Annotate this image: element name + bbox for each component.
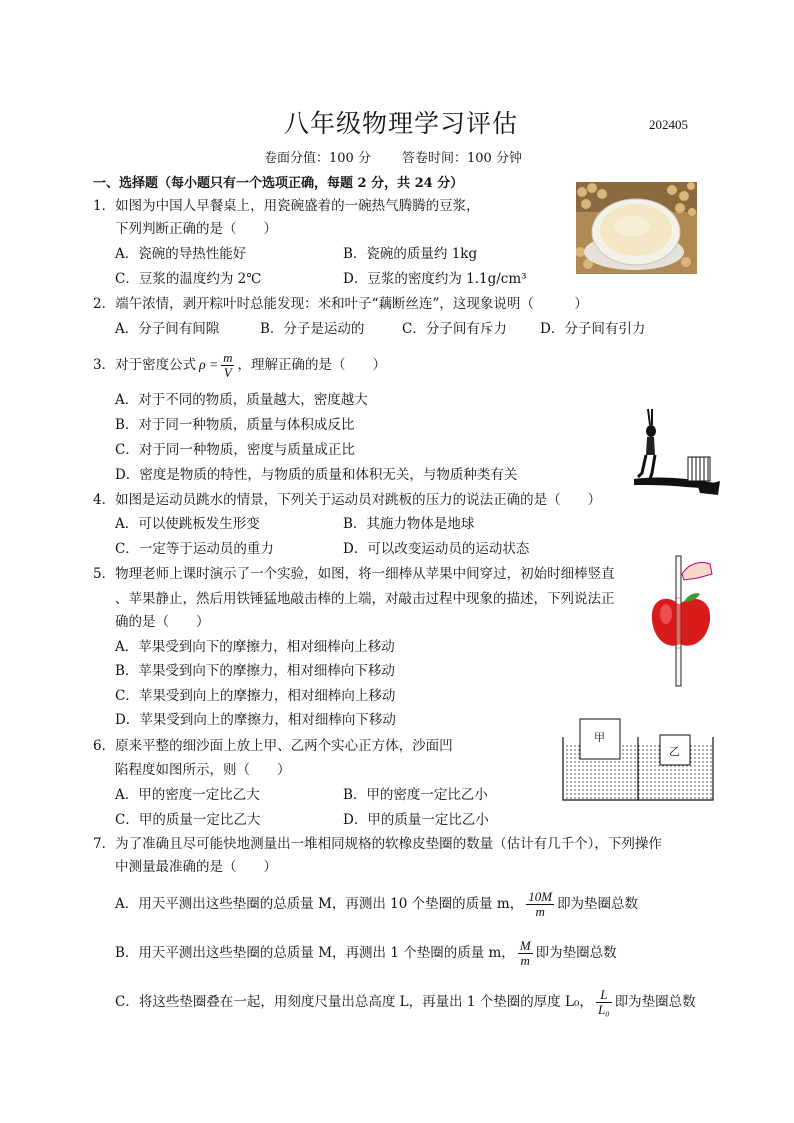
q7-b-fraction bbox=[518, 939, 533, 968]
q1-option-b: B．瓷碗的质量约 1kg bbox=[343, 246, 478, 262]
q6-stem-2: 陷程度如图所示，则（ ） bbox=[115, 762, 291, 778]
q7-b-text: B．用天平测出这些垫圈的总质量 M，再测出 1 个垫圈的质量 m， bbox=[115, 945, 515, 961]
q7-c-den: L₀ bbox=[597, 1001, 610, 1017]
soymilk-photo bbox=[576, 182, 697, 274]
section-heading: 一、选择题（每小题只有一个选项正确，每题 2 分，共 24 分） bbox=[93, 176, 464, 191]
q6-stem: 6．原来平整的细沙面上放上甲、乙两个实心正方体，沙面凹 bbox=[93, 738, 453, 754]
q3-formula-fraction bbox=[221, 351, 234, 380]
diver-figure bbox=[628, 407, 722, 497]
q1-option-a: A．瓷碗的导热性能好 bbox=[115, 246, 247, 262]
q5-option-c: C．苹果受到向上的摩擦力，相对细棒向上移动 bbox=[115, 688, 396, 704]
q7-c-num: L bbox=[596, 988, 612, 1003]
q7-b-tail: 即为垫圈总数 bbox=[535, 945, 617, 961]
q3-option-c: C．对于同一种物质，密度与质量成正比 bbox=[115, 442, 355, 458]
q1-option-d: D．豆浆的密度约为 1.1g/cm³ bbox=[343, 271, 527, 287]
q4-option-c: C．一定等于运动员的重力 bbox=[115, 541, 274, 557]
sand-figure bbox=[562, 717, 714, 801]
q5-option-d: D．苹果受到向上的摩擦力，相对细棒向下移动 bbox=[115, 712, 396, 728]
q4-option-b: B．其施力物体是地球 bbox=[343, 516, 475, 532]
q5-option-b: B．苹果受到向下的摩擦力，相对细棒向下移动 bbox=[115, 663, 395, 679]
q4-option-d: D．可以改变运动员的运动状态 bbox=[343, 541, 530, 557]
q7-a-den: m bbox=[535, 903, 545, 919]
q7-a-tail: 即为垫圈总数 bbox=[557, 896, 639, 912]
q7-c-fraction bbox=[596, 988, 612, 1017]
q7-a-fraction bbox=[526, 890, 554, 919]
q1-stem: 1．如图为中国人早餐桌上，用瓷碗盛着的一碗热气腾腾的豆浆， bbox=[93, 198, 480, 214]
q2-option-c: C．分子间有斥力 bbox=[402, 321, 507, 337]
time-info: 答卷时间：100 分钟 bbox=[402, 151, 522, 166]
q6-option-c: C．甲的质量一定比乙大 bbox=[115, 812, 261, 828]
q3-option-b: B．对于同一种物质，质量与体积成反比 bbox=[115, 417, 355, 433]
q7-option-b bbox=[115, 931, 617, 975]
q6-option-a: A．甲的密度一定比乙大 bbox=[115, 787, 260, 803]
q7-option-c bbox=[115, 980, 696, 1024]
q5-option-a: A．苹果受到向下的摩擦力，相对细棒向上移动 bbox=[115, 639, 395, 655]
q3-formula-num: m bbox=[223, 349, 233, 365]
q7-a-text: A．用天平测出这些垫圈的总质量 M，再测出 10 个垫圈的质量 m， bbox=[115, 896, 524, 912]
q7-c-text: C．将这些垫圈叠在一起，用刻度尺量出总高度 L，再量出 1 个垫圈的厚度 L₀， bbox=[115, 994, 593, 1010]
apple-figure bbox=[648, 554, 714, 688]
q5-stem-3: 确的是（ ） bbox=[115, 614, 210, 630]
q5-stem-2: 、苹果静止，然后用铁锤猛地敲击棒的上端，对敲击过程中现象的描述，下列说法正 bbox=[115, 591, 615, 607]
exam-code: 202405 bbox=[649, 117, 688, 132]
q7-a-num: 10M bbox=[528, 888, 553, 904]
q1-stem-2: 下列判断正确的是（ ） bbox=[115, 221, 277, 237]
score-info: 卷面分值：100 分 bbox=[264, 151, 371, 166]
q7-b-den: m bbox=[520, 952, 530, 968]
q3-stem bbox=[93, 345, 386, 385]
q1-option-c: C．豆浆的温度约为 2℃ bbox=[115, 271, 262, 287]
q3-formula-den: V bbox=[223, 364, 232, 380]
q7-stem-2: 中测量最准确的是（ ） bbox=[115, 859, 277, 875]
q7-c-tail: 即为垫圈总数 bbox=[614, 994, 696, 1010]
q3-prefix: 3．对于密度公式 bbox=[93, 357, 197, 373]
q3-suffix: ，理解正确的是（ ） bbox=[237, 357, 386, 373]
q7-option-a bbox=[115, 882, 638, 926]
block-yi-label: 乙 bbox=[669, 745, 680, 758]
q7-stem: 7．为了准确且尽可能快地测量出一堆相同规格的软橡皮垫圈的数量（估计有几千个），下列操作 bbox=[93, 836, 662, 852]
q6-option-d: D．甲的质量一定比乙小 bbox=[343, 812, 489, 828]
q4-stem: 4．如图是运动员跳水的情景，下列关于运动员对跳板的压力的说法正确的是（ ） bbox=[93, 492, 602, 508]
q2-option-a: A．分子间有间隙 bbox=[115, 321, 220, 337]
q2-option-b: B．分子是运动的 bbox=[260, 321, 365, 337]
q3-option-d: D．密度是物质的特性，与物质的质量和体积无关，与物质种类有关 bbox=[115, 467, 518, 483]
q2-stem: 2．端午浓情，剥开粽叶时总能发现：米和叶子“藕断丝连”，这现象说明（ ） bbox=[93, 296, 588, 312]
q7-b-num: M bbox=[519, 937, 531, 953]
q2-option-d: D．分子间有引力 bbox=[540, 321, 646, 337]
q3-formula-lhs: ρ = bbox=[199, 357, 219, 372]
q6-option-b: B．甲的密度一定比乙小 bbox=[343, 787, 488, 803]
q3-option-a: A．对于不同的物质，质量越大，密度越大 bbox=[115, 392, 368, 408]
block-jia-label: 甲 bbox=[594, 731, 605, 744]
q4-option-a: A．可以使跳板发生形变 bbox=[115, 516, 260, 532]
page-title: 八年级物理学习评估 bbox=[284, 109, 519, 138]
q5-stem: 5．物理老师上课时演示了一个实验，如图，将一细棒从苹果中间穿过，初始时细棒竖直 bbox=[93, 566, 615, 582]
